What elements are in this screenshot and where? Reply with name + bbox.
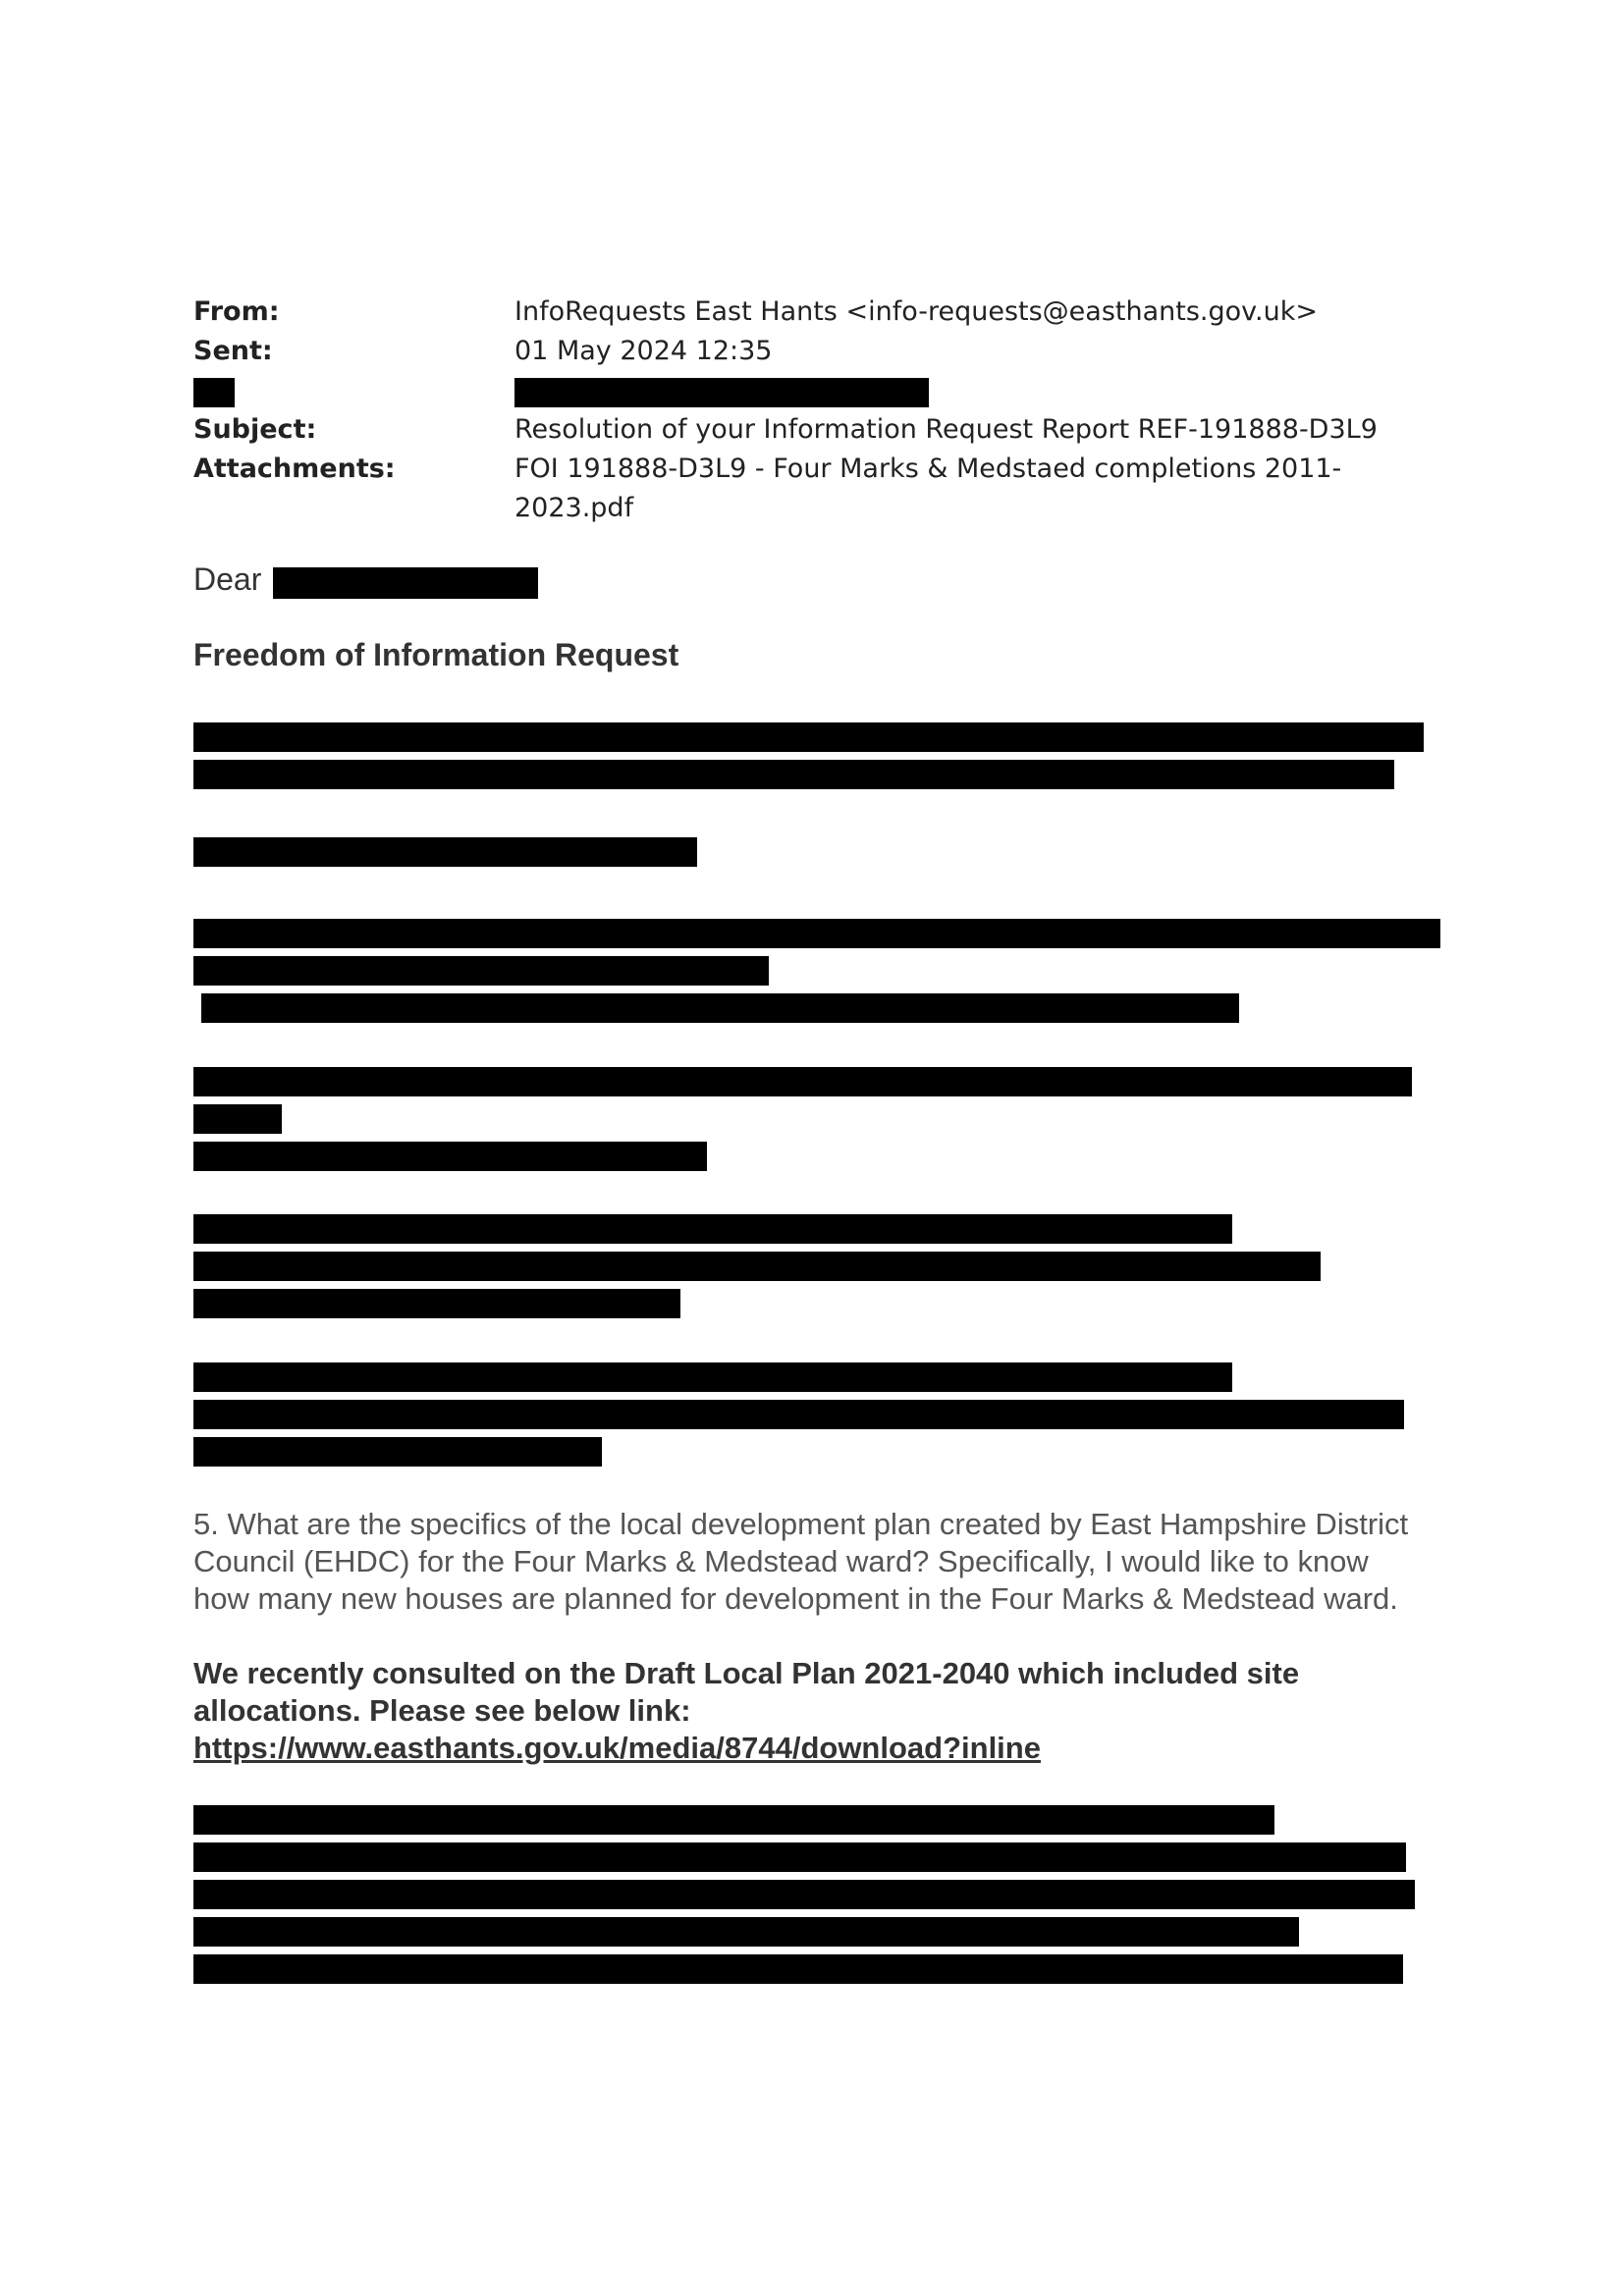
- redaction-bar: [201, 993, 1239, 1023]
- redaction-bar: [193, 1252, 1321, 1281]
- question-5: 5. What are the specifics of the local development plan created by East Hampshire District Council (EHDC) for the Four Marks & Medstead ward? Specifically, I would like to know how many new houses are planned for development in the Four Marks & Medstead ward.: [193, 1507, 1409, 1616]
- redaction-bar: [193, 1214, 1232, 1244]
- attachment-name-line1: FOI 191888-D3L9 - Four Marks & Medstaed completions 2011-: [514, 454, 1342, 484]
- redaction-bar: [193, 1067, 1412, 1096]
- redaction-bar: [193, 1142, 707, 1171]
- sent-label: Sent:: [193, 336, 273, 366]
- page-title: Freedom of Information Request: [193, 637, 679, 672]
- attachments-value: [514, 450, 1470, 528]
- redaction-bar: [193, 1805, 1274, 1835]
- redaction-bar: [193, 760, 1394, 789]
- redaction-bar: [193, 1362, 1232, 1392]
- redaction-bar: [193, 1842, 1406, 1872]
- redacted-to-value: [514, 378, 929, 407]
- sent-row: [193, 332, 1470, 371]
- redacted-recipient-name: [273, 567, 538, 599]
- attachment-name-line2: 2023.pdf: [514, 493, 634, 523]
- subject-row: [193, 410, 1470, 450]
- email-header: [193, 293, 1470, 528]
- subject-value: Resolution of your Information Request Report REF-191888-D3L9: [514, 414, 1378, 445]
- attachments-row: [193, 450, 1470, 528]
- redaction-bar: [193, 1437, 602, 1467]
- redaction-bar: [193, 919, 1440, 948]
- from-row: [193, 293, 1470, 332]
- redaction-bar: [193, 1400, 1404, 1429]
- salutation: Dear: [193, 561, 262, 597]
- answer-5: We recently consulted on the Draft Local Plan 2021-2040 which included site allocations. Please see below link:: [193, 1656, 1300, 1728]
- attachments-label: Attachments:: [193, 454, 396, 484]
- redaction-bar: [193, 1917, 1299, 1947]
- sent-value: 01 May 2024 12:35: [514, 336, 773, 366]
- from-label: From:: [193, 296, 280, 327]
- redaction-bar: [193, 722, 1424, 752]
- redaction-bar: [193, 1954, 1403, 1984]
- redacted-to-label: [193, 378, 235, 407]
- redaction-bar: [193, 956, 769, 986]
- redaction-bar: [193, 1104, 282, 1134]
- redaction-bar: [193, 837, 697, 867]
- redaction-bar: [193, 1289, 680, 1318]
- from-value: InfoRequests East Hants <info-requests@easthants.gov.uk>: [514, 296, 1318, 327]
- local-plan-link[interactable]: https://www.easthants.gov.uk/media/8744/download?inline: [193, 1731, 1041, 1765]
- local-plan-link-wrap: [193, 1730, 1431, 1767]
- redaction-bar: [193, 1880, 1415, 1909]
- subject-label: Subject:: [193, 414, 317, 445]
